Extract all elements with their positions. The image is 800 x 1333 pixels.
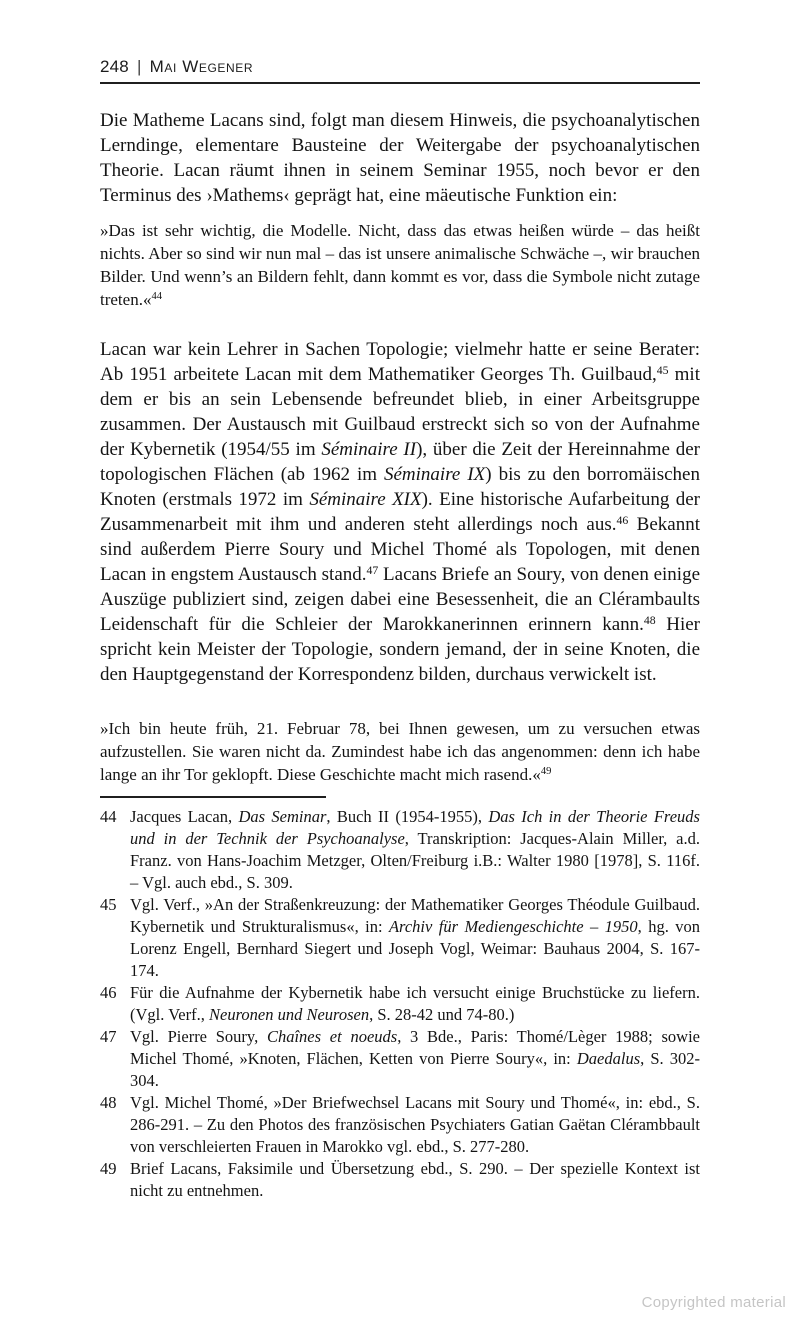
paragraph-topologie-berater: Lacan war kein Lehrer in Sachen Topologie; vielmehr hatte er seine Berater: Ab 1951 arbeitete Lacan mit dem Mathematiker Georges Th. Guilbaud,$^{45}$ mit dem er bis an sein Lebensende befreundet blieb, in einer Arbeitsgruppe zusammen. Der Austausch mit Guilbaud erstreckt sich so von der Aufnahme der Kybernetik (1954/55 im Séminaire II), über die Zeit der Hereinnahme der topologischen Flächen (ab 1962 im Séminaire IX) bis zu den borromäischen Knoten (erstmals 1972 im Séminaire XIX). Eine historische Aufarbeitung der Zusammenarbeit mit ihm und anderen steht allerdings noch aus.$^{46}$ Bekannt sind außerdem Pierre Soury und Michel Thomé als Topologen, mit denen Lacan in engstem Austausch stand.$^{47}$ Lacans Briefe an Soury, von denen einige Auszüge publiziert sind, zeigen dabei eine Besessenheit, die an Clérambaults Leidenschaft für die Schleier der Marokkanerinnen erinnern kann.$^{48}$ Hier spricht kein Meister der Topologie, sondern jemand, der in seine Knoten, die den Hauptgegenstand der Korrespondenz bilden, durchaus verwickelt ist.: [100, 339, 701, 685]
running-header-author: Mai Wegener: [149, 57, 254, 76]
footnote-number: 44: [100, 807, 117, 826]
footnote-45: [100, 894, 700, 982]
header-divider: |: [136, 57, 142, 76]
footnote-text: Jacques Lacan, Das Seminar, Buch II (1954-1955), Das Ich in der Theorie Freuds und in der Technik der Psychoanalyse, Transkription: Jacques-Alain Miller, a.d. Franz. von Hans-Joachim Metzger, Olten/Freiburg i.B.: Walter 1980 [1978], S. 116f. – Vgl. auch ebd., S. 309.: [130, 807, 700, 892]
footnote-text: Vgl. Pierre Soury, Chaînes et noeuds, 3 Bde., Paris: Thomé/Lèger 1988; sowie Michel Thomé, »Knoten, Flächen, Ketten von Pierre Soury«, in: Daedalus, S. 302-304.: [130, 1027, 701, 1090]
footnote-number: 48: [100, 1093, 117, 1112]
footnote-number: 47: [100, 1027, 117, 1046]
copyright-watermark: Copyrighted material: [641, 1294, 786, 1311]
footnote-49: [100, 1158, 700, 1202]
blockquote-modelle: »Das ist sehr wichtig, die Modelle. Nicht, dass das etwas heißen würde – das heißt nichts. Aber so sind wir nun mal – das ist unsere animalische Schwäche –, wir brauchen Bilder. Und wenn’s an Bildern fehlt, dann kommt es vor, dass die Symbole nicht zutage treten.«$^{44}$: [100, 221, 700, 309]
footnote-number: 49: [100, 1159, 117, 1178]
footnote-text: Vgl. Michel Thomé, »Der Briefwechsel Lacans mit Soury und Thomé«, in: ebd., S. 286-291. – Zu den Photos des französischen Psychiaters Gatian Gaëtan Clérambbault von verschleierten Frauen in Marokko vgl. ebd., S. 277-280.: [130, 1093, 700, 1156]
footnote-number: 45: [100, 895, 117, 914]
paragraph-matheme-intro: Die Matheme Lacans sind, folgt man diesem Hinweis, die psychoanalytischen Lerndinge, elementare Bausteine der Weitergabe der psychoanalytischen Theorie. Lacan räumt ihnen in seinem Seminar 1955, noch bevor er den Terminus des ›Mathems‹ geprägt hat, eine mäeutische Funktion ein:: [100, 110, 700, 206]
footnote-46: [100, 982, 700, 1026]
running-header: [100, 57, 700, 77]
footnote-separator-rule: [100, 796, 326, 798]
footnote-number: 46: [100, 983, 117, 1002]
footnotes-section: [100, 806, 700, 1202]
header-rule: [100, 82, 700, 84]
footnote-text: Vgl. Verf., »An der Straßenkreuzung: der Mathematiker Georges Théodule Guilbaud. Kybernetik und Strukturalismus«, in: Archiv für Mediengeschichte – 1950, hg. von Lorenz Engell, Bernhard Siegert und Joseph Vogl, Weimar: Bauhaus 2004, S. 167-174.: [130, 895, 701, 980]
page-number: 248: [100, 57, 129, 76]
footnote-text: Brief Lacans, Faksimile und Übersetzung ebd., S. 290. – Der spezielle Kontext ist nicht zu entnehmen.: [130, 1159, 700, 1200]
footnote-48: [100, 1092, 700, 1158]
text-block: [100, 0, 700, 1202]
footnote-44: [100, 806, 700, 894]
footnote-47: [100, 1026, 700, 1092]
blockquote-brief-soury: »Ich bin heute früh, 21. Februar 78, bei Ihnen gewesen, um zu versuchen etwas aufzustellen. Sie waren nicht da. Zumindest habe ich das angenommen: denn ich habe lange an ihr Tor geklopft. Diese Geschichte macht mich rasend.«$^{49}$: [100, 719, 700, 784]
footnote-text: Für die Aufnahme der Kybernetik habe ich versucht einige Bruchstücke zu liefern. (Vgl. Verf., Neuronen und Neurosen, S. 28-42 und 74-80.): [130, 983, 700, 1024]
